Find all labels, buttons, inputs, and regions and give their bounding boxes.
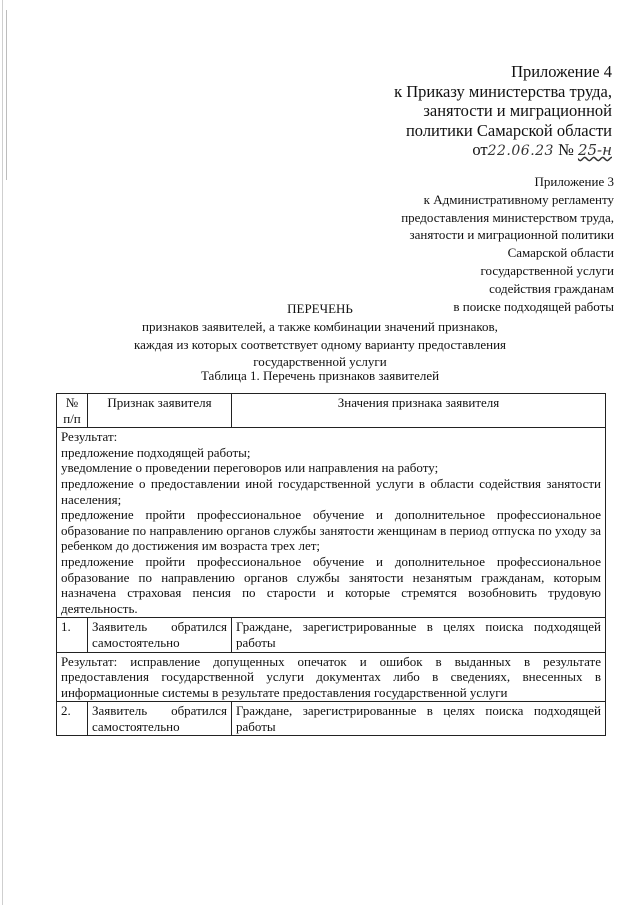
header-num: № п/п: [57, 394, 88, 428]
appendix-3-line: занятости и миграционной политики: [409, 227, 614, 243]
result-1-item: уведомление о проведении переговоров или направления на работу;: [61, 460, 439, 476]
order-date-number: [394, 140, 612, 162]
table-row-result-2: [57, 652, 606, 702]
row-value: Граждане, зарегистрированные в целях поиска подходящей работы: [232, 618, 606, 652]
appendix-3-line: предоставления министерством труда,: [401, 209, 614, 225]
appendix-3-line: содействия гражданам: [489, 280, 614, 296]
scan-edge-mark: [6, 10, 7, 180]
appendix-4-title: Приложение 4: [511, 62, 612, 81]
header-attr: Признак заявителя: [88, 394, 232, 428]
table-row-result-1: [57, 428, 606, 618]
title-heading: ПЕРЕЧЕНЬ: [287, 301, 353, 316]
appendix-3-line: к Административному регламенту: [423, 191, 614, 207]
applicant-attributes-table: [56, 393, 606, 736]
result-1-item: Результат:: [61, 429, 118, 445]
row-num: 2.: [57, 702, 88, 736]
table-caption: Таблица 1. Перечень признаков заявителей: [200, 368, 440, 383]
scan-edge: [2, 0, 3, 905]
appendix-3-line: Самарской области: [507, 245, 614, 261]
result-1-cell: [57, 428, 606, 618]
number-label: №: [558, 140, 574, 159]
table-row: [57, 618, 606, 652]
title-line: государственной услуги: [253, 354, 387, 370]
result-2-cell: Результат: исправление допущенных опечаток и ошибок в выданных в результате предоставления государственной услуги документах либо в сведениях, внесенных в информационные системы в результате предоставления государственной услуги: [57, 652, 606, 702]
appendix-4-line: политики Самарской области: [405, 120, 612, 140]
appendix-4-line: к Приказу министерства труда,: [394, 81, 612, 101]
appendix-3-line: Приложение 3: [534, 174, 614, 189]
appendix-4-line: занятости и миграционной: [423, 101, 612, 120]
table-header-row: [57, 394, 606, 428]
handwritten-number: 25-н: [577, 141, 612, 159]
appendix-4-header: [394, 62, 612, 162]
title-line: каждая из которых соответствует одному варианту предоставления: [133, 336, 507, 352]
handwritten-date: 22.06.23: [487, 143, 554, 159]
document-title: [0, 300, 640, 371]
row-attr: Заявитель обратился самостоятельно: [88, 618, 232, 652]
title-line: признаков заявителей, а также комбинации значений признаков,: [142, 318, 498, 334]
result-1-item: предложение о предоставлении иной государственной услуги в области содействия занятости населения;: [61, 475, 601, 507]
row-attr: Заявитель обратился самостоятельно: [88, 702, 232, 736]
table-row: [57, 702, 606, 736]
appendix-3-line: государственной услуги: [480, 262, 614, 278]
header-value: Значения признака заявителя: [232, 394, 606, 428]
result-1-item: предложение пройти профессиональное обучение и дополнительное профессиональное образование по направлению органов службы занятости незанятым гражданам, которым назначена страховая пенсия по старости и которые стремятся возобновить трудовую деятельность.: [61, 553, 601, 616]
date-prefix: от: [472, 140, 488, 159]
result-1-item: предложение подходящей работы;: [61, 444, 251, 460]
row-num: 1.: [57, 618, 88, 652]
row-value: Граждане, зарегистрированные в целях поиска подходящей работы: [232, 702, 606, 736]
appendix-3-header: [401, 173, 614, 315]
result-1-item: предложение пройти профессиональное обучение и дополнительное профессиональное образование по направлению органов службы занятости женщинам в период отпуска по уходу за ребенком до достижения им возраста трех лет;: [61, 507, 601, 554]
appendix-3-line: в поиске подходящей работы: [453, 298, 614, 314]
